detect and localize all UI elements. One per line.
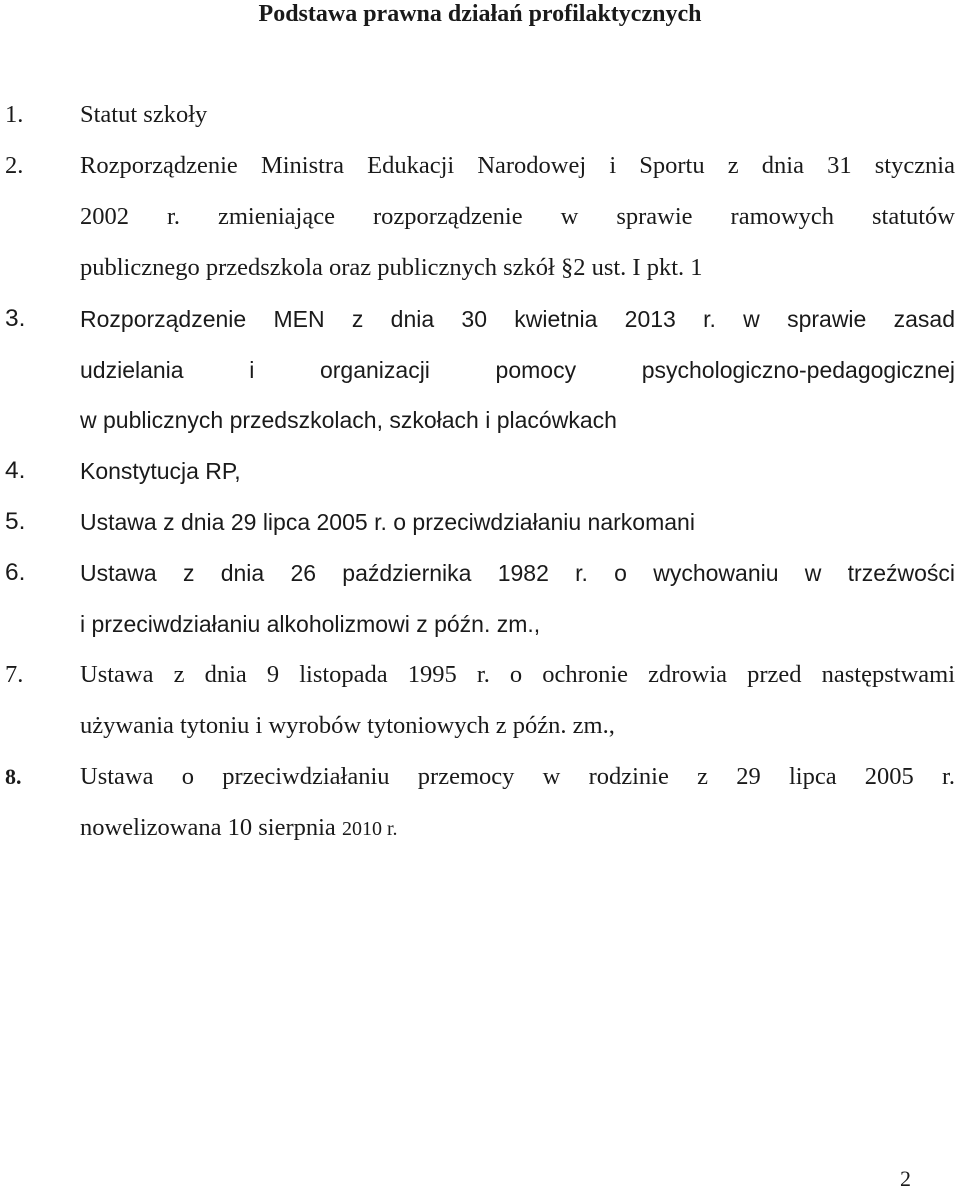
item-text-line: Rozporządzenie MEN z dnia 30 kwietnia 2013 r. w sprawie zasad — [80, 306, 955, 332]
page-title: Podstawa prawna działań profilaktycznych — [258, 1, 702, 27]
item-number: 6. — [5, 559, 26, 586]
item-number: 1. — [5, 101, 24, 128]
item-number: 5. — [5, 508, 26, 535]
item-text-line: Konstytucja RP, — [80, 458, 241, 484]
item-number: 2. — [5, 152, 24, 179]
item-text-line: Statut szkoły — [80, 101, 208, 128]
item-number: 4. — [5, 457, 26, 484]
item-text-line: publicznego przedszkola oraz publicznych szkół §2 ust. I pkt. 1 — [80, 254, 703, 281]
item-text-line: Rozporządzenie Ministra Edukacji Narodowej i Sportu z dnia 31 stycznia — [80, 152, 955, 179]
item-text-line-content: nowelizowana 10 sierpnia — [80, 814, 342, 841]
item-text-line: i przeciwdziałaniu alkoholizmowi z późn. zm., — [80, 611, 541, 637]
page-number: 2 — [900, 1166, 911, 1191]
item-number: 8. — [5, 764, 22, 789]
item-text-line: Ustawa z dnia 26 października 1982 r. o wychowaniu w trzeźwości — [80, 560, 955, 586]
item-text-line: w publicznych przedszkolach, szkołach i placówkach — [80, 407, 617, 433]
item-text-line: Ustawa o przeciwdziałaniu przemocy w rodzinie z 29 lipca 2005 r. — [80, 763, 955, 790]
item-text-line: udzielania i organizacji pomocy psychologiczno-pedagogicznej — [80, 357, 955, 383]
item-number: 3. — [5, 305, 26, 332]
item-text-line: Ustawa z dnia 29 lipca 2005 r. o przeciwdziałaniu narkomani — [80, 509, 695, 535]
item-text-line — [80, 813, 955, 844]
item-text-line: używania tytoniu i wyrobów tytoniowych z późn. zm., — [80, 712, 615, 739]
item-text-line-content: 2002 r. zmieniające rozporządzenie w sprawie ramowych statutów — [80, 203, 955, 230]
item-number: 7. — [5, 661, 24, 688]
item-text-line: Ustawa z dnia 9 listopada 1995 r. o ochronie zdrowia przed następstwami — [80, 661, 955, 688]
item-text-small-tail: 2010 r. — [341, 818, 398, 840]
